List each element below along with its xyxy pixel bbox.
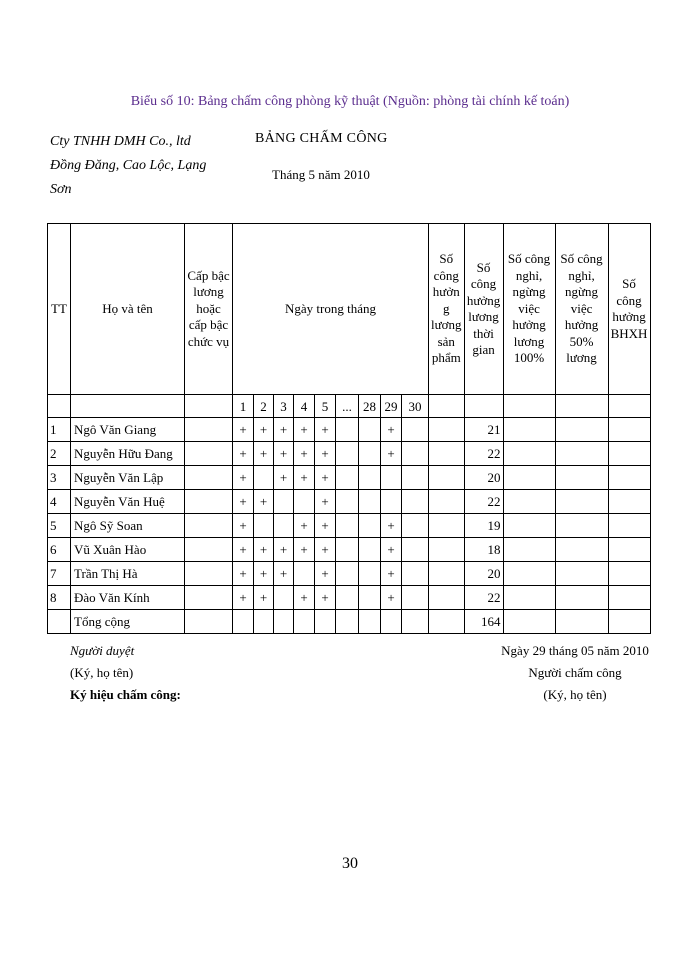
attendance-mark bbox=[359, 418, 381, 442]
cell bbox=[555, 395, 608, 418]
bhxh-cell bbox=[608, 490, 650, 514]
cell bbox=[48, 395, 71, 418]
row-number: 3 bbox=[48, 466, 71, 490]
attendance-mark: + bbox=[294, 538, 315, 562]
attendance-mark: + bbox=[294, 514, 315, 538]
timekeeper-sign-note: (Ký, họ tên) bbox=[543, 687, 607, 702]
attendance-mark bbox=[294, 490, 315, 514]
cell bbox=[503, 395, 555, 418]
cell bbox=[71, 395, 185, 418]
off100-cell bbox=[503, 466, 555, 490]
attendance-mark bbox=[359, 562, 381, 586]
table-row bbox=[48, 442, 651, 466]
attendance-mark bbox=[336, 490, 359, 514]
attendance-mark: + bbox=[233, 538, 254, 562]
table-row bbox=[48, 490, 651, 514]
attendance-mark: + bbox=[274, 442, 294, 466]
cell bbox=[608, 395, 650, 418]
attendance-mark bbox=[336, 562, 359, 586]
employee-name: Nguyễn Văn Lập bbox=[71, 466, 185, 490]
attendance-mark: + bbox=[381, 538, 402, 562]
attendance-mark bbox=[336, 418, 359, 442]
grade-cell bbox=[185, 490, 233, 514]
header-off50: Số công nghỉ, ngừng việc hưởng 50% lương bbox=[555, 224, 608, 395]
document-caption: Biểu số 10: Bảng chấm công phòng kỹ thuật (Nguồn: phòng tài chính kế toán) bbox=[130, 94, 570, 109]
attendance-mark: + bbox=[274, 538, 294, 562]
attendance-mark bbox=[254, 466, 274, 490]
bhxh-cell bbox=[608, 442, 650, 466]
attendance-mark: + bbox=[254, 418, 274, 442]
off100-cell bbox=[503, 562, 555, 586]
attendance-mark bbox=[336, 466, 359, 490]
employee-name: Nguyễn Hữu Đang bbox=[71, 442, 185, 466]
header-grade: Cấp bậc lương hoặc cấp bậc chức vụ bbox=[185, 224, 233, 395]
employee-name: Ngô Văn Giang bbox=[71, 418, 185, 442]
attendance-mark bbox=[402, 586, 429, 610]
attendance-mark: + bbox=[254, 442, 274, 466]
attendance-mark bbox=[359, 514, 381, 538]
attendance-mark: + bbox=[294, 466, 315, 490]
total-time: 164 bbox=[464, 610, 503, 634]
cell bbox=[254, 610, 274, 634]
row-number: 5 bbox=[48, 514, 71, 538]
cell bbox=[429, 395, 465, 418]
company-info bbox=[50, 130, 206, 202]
attendance-mark: + bbox=[233, 586, 254, 610]
attendance-mark: + bbox=[315, 562, 336, 586]
attendance-mark bbox=[336, 586, 359, 610]
cell bbox=[503, 610, 555, 634]
attendance-mark: + bbox=[381, 418, 402, 442]
attendance-mark bbox=[359, 442, 381, 466]
header-tt: TT bbox=[48, 224, 71, 395]
attendance-mark: + bbox=[233, 466, 254, 490]
time-days-cell: 20 bbox=[464, 466, 503, 490]
attendance-mark bbox=[402, 490, 429, 514]
grade-cell bbox=[185, 562, 233, 586]
attendance-mark: + bbox=[381, 562, 402, 586]
attendance-mark bbox=[274, 514, 294, 538]
day-number: 3 bbox=[274, 395, 294, 418]
document-title: BẢNG CHẤM CÔNG bbox=[255, 131, 388, 146]
attendance-mark bbox=[402, 466, 429, 490]
product-days-cell bbox=[429, 586, 465, 610]
off50-cell bbox=[555, 538, 608, 562]
attendance-mark: + bbox=[233, 514, 254, 538]
attendance-mark: + bbox=[274, 466, 294, 490]
off50-cell bbox=[555, 490, 608, 514]
product-days-cell bbox=[429, 442, 465, 466]
off50-cell bbox=[555, 586, 608, 610]
day-number: 29 bbox=[381, 395, 402, 418]
attendance-mark: + bbox=[233, 490, 254, 514]
cell bbox=[48, 610, 71, 634]
row-number: 6 bbox=[48, 538, 71, 562]
approver-block bbox=[70, 640, 181, 706]
attendance-mark: + bbox=[381, 514, 402, 538]
cell bbox=[274, 610, 294, 634]
attendance-mark: + bbox=[294, 442, 315, 466]
legend-label: Ký hiệu chấm công: bbox=[70, 687, 181, 702]
product-days-cell bbox=[429, 562, 465, 586]
table-row bbox=[48, 562, 651, 586]
bhxh-cell bbox=[608, 514, 650, 538]
off100-cell bbox=[503, 418, 555, 442]
table-row bbox=[48, 538, 651, 562]
day-number: 2 bbox=[254, 395, 274, 418]
off100-cell bbox=[503, 514, 555, 538]
attendance-mark: + bbox=[315, 514, 336, 538]
total-row bbox=[48, 610, 651, 634]
bhxh-cell bbox=[608, 538, 650, 562]
header-name: Họ và tên bbox=[71, 224, 185, 395]
bhxh-cell bbox=[608, 418, 650, 442]
off50-cell bbox=[555, 514, 608, 538]
attendance-mark: + bbox=[233, 442, 254, 466]
approver-sign-note: (Ký, họ tên) bbox=[70, 665, 134, 680]
off50-cell bbox=[555, 466, 608, 490]
cell bbox=[464, 395, 503, 418]
header-off100: Số công nghỉ, ngừng việc hưởng lương 100% bbox=[503, 224, 555, 395]
timekeeper-label: Người chấm công bbox=[528, 665, 622, 680]
day-number: 4 bbox=[294, 395, 315, 418]
row-number: 4 bbox=[48, 490, 71, 514]
grade-cell bbox=[185, 586, 233, 610]
attendance-mark: + bbox=[254, 538, 274, 562]
product-days-cell bbox=[429, 466, 465, 490]
attendance-mark: + bbox=[294, 418, 315, 442]
attendance-mark bbox=[402, 538, 429, 562]
attendance-mark: + bbox=[254, 490, 274, 514]
attendance-mark bbox=[274, 490, 294, 514]
attendance-mark bbox=[381, 490, 402, 514]
product-days-cell bbox=[429, 514, 465, 538]
cell bbox=[555, 610, 608, 634]
cell bbox=[402, 610, 429, 634]
attendance-mark bbox=[359, 586, 381, 610]
sign-date: Ngày 29 tháng 05 năm 2010 bbox=[501, 643, 649, 658]
bhxh-cell bbox=[608, 466, 650, 490]
time-days-cell: 22 bbox=[464, 586, 503, 610]
company-address-cont: Sơn bbox=[50, 182, 72, 197]
attendance-mark: + bbox=[254, 586, 274, 610]
attendance-mark bbox=[402, 514, 429, 538]
attendance-mark: + bbox=[315, 538, 336, 562]
attendance-mark: + bbox=[315, 466, 336, 490]
product-days-cell bbox=[429, 418, 465, 442]
attendance-mark bbox=[274, 586, 294, 610]
cell bbox=[359, 610, 381, 634]
day-number: ... bbox=[336, 395, 359, 418]
header-row bbox=[48, 224, 651, 395]
employee-name: Trần Thị Hà bbox=[71, 562, 185, 586]
day-number: 1 bbox=[233, 395, 254, 418]
cell bbox=[185, 395, 233, 418]
day-number: 30 bbox=[402, 395, 429, 418]
attendance-mark bbox=[294, 562, 315, 586]
cell bbox=[336, 610, 359, 634]
table-row bbox=[48, 466, 651, 490]
row-number: 7 bbox=[48, 562, 71, 586]
off100-cell bbox=[503, 490, 555, 514]
bhxh-cell bbox=[608, 562, 650, 586]
cell bbox=[233, 610, 254, 634]
off50-cell bbox=[555, 418, 608, 442]
grade-cell bbox=[185, 442, 233, 466]
header-bhxh: Số công hưởng BHXH bbox=[608, 224, 650, 395]
cell bbox=[429, 610, 465, 634]
time-days-cell: 22 bbox=[464, 442, 503, 466]
cell bbox=[608, 610, 650, 634]
header-product: Số công hưởn g lương sản phẩm bbox=[429, 224, 465, 395]
employee-name: Vũ Xuân Hào bbox=[71, 538, 185, 562]
grade-cell bbox=[185, 538, 233, 562]
off100-cell bbox=[503, 538, 555, 562]
attendance-mark: + bbox=[294, 586, 315, 610]
cell bbox=[381, 610, 402, 634]
attendance-mark bbox=[402, 418, 429, 442]
timesheet-table bbox=[47, 223, 651, 634]
attendance-mark bbox=[359, 538, 381, 562]
row-number: 8 bbox=[48, 586, 71, 610]
time-days-cell: 18 bbox=[464, 538, 503, 562]
attendance-mark bbox=[359, 490, 381, 514]
off50-cell bbox=[555, 562, 608, 586]
attendance-mark: + bbox=[315, 442, 336, 466]
cell bbox=[315, 610, 336, 634]
employee-name: Nguyễn Văn Huệ bbox=[71, 490, 185, 514]
attendance-mark: + bbox=[254, 562, 274, 586]
company-address: Đồng Đăng, Cao Lộc, Lạng bbox=[50, 158, 207, 173]
cell bbox=[294, 610, 315, 634]
attendance-mark bbox=[336, 442, 359, 466]
grade-cell bbox=[185, 466, 233, 490]
time-days-cell: 21 bbox=[464, 418, 503, 442]
off100-cell bbox=[503, 586, 555, 610]
employee-name: Ngô Sỹ Soan bbox=[71, 514, 185, 538]
attendance-mark: + bbox=[315, 490, 336, 514]
attendance-mark bbox=[402, 562, 429, 586]
attendance-mark bbox=[254, 514, 274, 538]
off50-cell bbox=[555, 442, 608, 466]
bhxh-cell bbox=[608, 586, 650, 610]
off100-cell bbox=[503, 442, 555, 466]
table-row bbox=[48, 514, 651, 538]
attendance-mark bbox=[336, 538, 359, 562]
grade-cell bbox=[185, 418, 233, 442]
company-name: Cty TNHH DMH Co., ltd bbox=[50, 134, 191, 149]
table-row bbox=[48, 418, 651, 442]
day-number: 28 bbox=[359, 395, 381, 418]
attendance-mark: + bbox=[381, 586, 402, 610]
time-days-cell: 20 bbox=[464, 562, 503, 586]
document-month: Tháng 5 năm 2010 bbox=[272, 167, 370, 182]
employee-name: Đào Văn Kính bbox=[71, 586, 185, 610]
day-number-row bbox=[48, 395, 651, 418]
attendance-mark bbox=[381, 466, 402, 490]
page-number: 30 bbox=[342, 855, 358, 872]
attendance-mark: + bbox=[233, 562, 254, 586]
approver-label: Người duyệt bbox=[70, 643, 135, 658]
header-time: Số công hưởng lương thời gian bbox=[464, 224, 503, 395]
row-number: 1 bbox=[48, 418, 71, 442]
attendance-mark: + bbox=[315, 586, 336, 610]
grade-cell bbox=[185, 514, 233, 538]
row-number: 2 bbox=[48, 442, 71, 466]
attendance-mark: + bbox=[274, 418, 294, 442]
day-number: 5 bbox=[315, 395, 336, 418]
time-days-cell: 22 bbox=[464, 490, 503, 514]
timekeeper-block bbox=[490, 640, 660, 706]
attendance-mark: + bbox=[274, 562, 294, 586]
attendance-mark bbox=[359, 466, 381, 490]
time-days-cell: 19 bbox=[464, 514, 503, 538]
total-label: Tổng cộng bbox=[71, 610, 185, 634]
table-row bbox=[48, 586, 651, 610]
cell bbox=[185, 610, 233, 634]
header-days: Ngày trong tháng bbox=[233, 224, 429, 395]
attendance-mark bbox=[336, 514, 359, 538]
product-days-cell bbox=[429, 538, 465, 562]
attendance-mark: + bbox=[381, 442, 402, 466]
attendance-mark: + bbox=[315, 418, 336, 442]
product-days-cell bbox=[429, 490, 465, 514]
attendance-mark bbox=[402, 442, 429, 466]
attendance-mark: + bbox=[233, 418, 254, 442]
